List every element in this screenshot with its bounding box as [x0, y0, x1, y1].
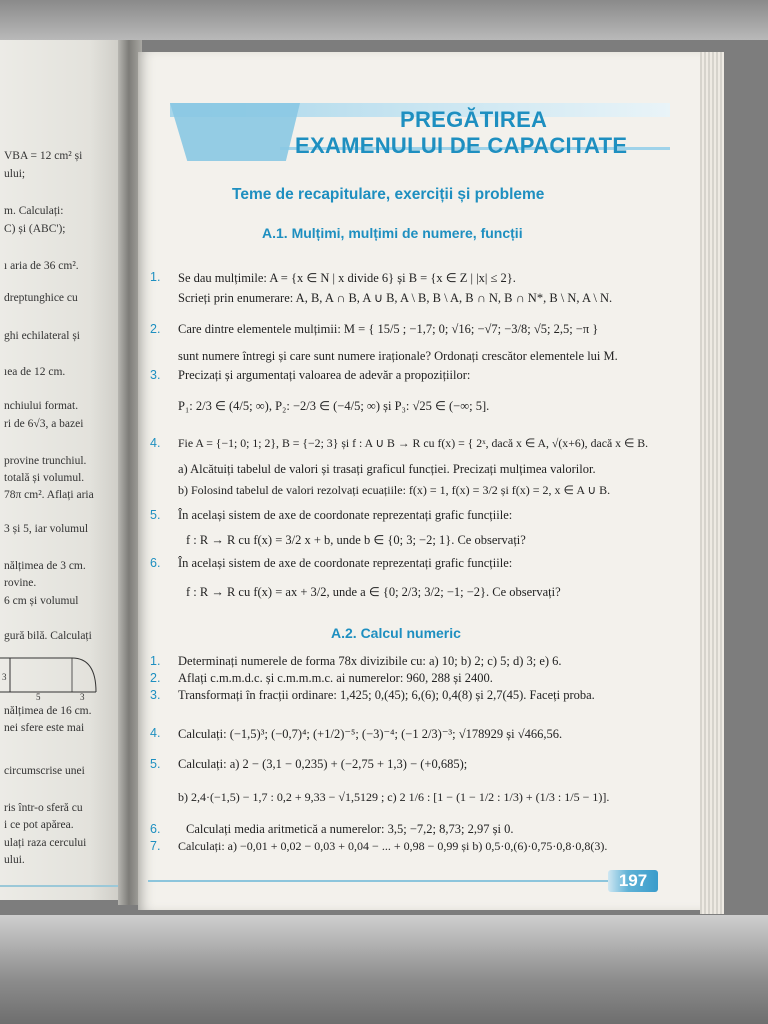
- left-page-line: rovine.: [4, 577, 37, 589]
- exercise-line: Care dintre elementele mulțimii: M = { 15/5 ; −1,7; 0; √16; −√7; −3/8; √5; 2,5; −π }: [178, 322, 599, 336]
- exercise-line: Se dau mulțimile: A = {x ∈ N | x divide 6} și B = {x ∈ Z | |x| ≤ 2}.: [178, 271, 516, 285]
- exercise-line: f : R → R cu f(x) = 3/2 x + b, unde b ∈ {0; 3; −2; 1}. Ce observați?: [186, 533, 526, 547]
- left-page-rule: [0, 885, 118, 887]
- left-page-line: ghi echilateral și: [4, 330, 80, 342]
- diagram-label: 3: [2, 672, 7, 682]
- exercise-line: P₁: 2/3 ∈ (4/5; ∞), P₂: −2/3 ∈ (−4/5; ∞) și P₃: √25 ∈ (−∞; 5].: [178, 399, 490, 413]
- left-page-line: nălțimea de 16 cm.: [4, 705, 92, 717]
- left-page-line: ri de 6√3, a bazei: [4, 418, 84, 430]
- exercise-number: 3.: [150, 368, 174, 382]
- exercise-number: 5.: [150, 757, 174, 771]
- left-page-line: ului;: [4, 168, 26, 180]
- page-title-line2: EXAMENULUI DE CAPACITATE: [295, 133, 628, 158]
- exercise-number: 4.: [150, 726, 174, 740]
- exercise-line: Fie A = {−1; 0; 1; 2}, B = {−2; 3} și f : A ∪ B → R cu f(x) = { 2ˣ, dacă x ∈ A, √(x+6), dacă x ∈ B.: [178, 436, 649, 450]
- left-page-diagram: [0, 652, 100, 700]
- exercise-number: 6.: [150, 822, 174, 836]
- exercise-number: 3.: [150, 688, 174, 702]
- right-page: [138, 52, 706, 910]
- left-page-line: nălțimea de 3 cm.: [4, 560, 86, 572]
- left-page-line: circumscrise unei: [4, 765, 85, 777]
- left-page-line: dreptunghice cu: [4, 292, 78, 304]
- bottom-rule: [148, 880, 608, 882]
- exercise-line: Determinați numerele de forma 78x divizibile cu: a) 10; b) 2; c) 5; d) 3; e) 6.: [178, 654, 562, 668]
- left-page-line: 6 cm și volumul: [4, 595, 79, 607]
- left-page-line: 3 și 5, iar volumul: [4, 523, 89, 535]
- page-edge: [700, 52, 724, 914]
- left-page-line: totală și volumul.: [4, 472, 85, 484]
- left-page: [0, 40, 128, 900]
- page-title-line1: PREGĂTIREA: [400, 107, 548, 132]
- left-page-line: ı aria de 36 cm².: [4, 260, 79, 272]
- left-page-line: m. Calculați:: [4, 205, 64, 217]
- left-page-line: 78π cm². Aflați aria: [4, 489, 94, 501]
- scan-background-top: [0, 0, 768, 40]
- diagram-label: 5: [36, 692, 41, 700]
- section-title-a1: A.1. Mulțimi, mulțimi de numere, funcții: [262, 225, 523, 241]
- exercise-line: În același sistem de axe de coordonate reprezentați grafic funcțiile:: [178, 508, 513, 522]
- left-page-line: gură bilă. Calculați: [4, 630, 92, 642]
- section-title-a2: A.2. Calcul numeric: [331, 625, 461, 641]
- exercise-line: Precizați și argumentați valoarea de adevăr a propozițiilor:: [178, 368, 471, 382]
- scan-background-bottom: [0, 915, 768, 1024]
- left-page-line: i ce pot apărea.: [4, 819, 74, 831]
- exercise-number: 2.: [150, 322, 174, 336]
- exercise-line: Transformați în fracții ordinare: 1,425; 0,(45); 6,(6); 0,4(8) și 2,7(45). Faceți proba.: [178, 688, 595, 702]
- left-page-line: ului.: [4, 854, 25, 866]
- exercise-line: Calculați: a) −0,01 + 0,02 − 0,03 + 0,04 − ... + 0,98 − 0,99 și b) 0,5·0,(6)·0,75·0,8·0,8(3).: [178, 839, 608, 853]
- exercise-line: Calculați: (−1,5)³; (−0,7)⁴; (+1/2)⁻⁵; (−3)⁻⁴; (−1 2/3)⁻³; √178929 și √466,56.: [178, 727, 563, 741]
- exercise-number: 5.: [150, 508, 174, 522]
- left-page-line: nchiului format.: [4, 400, 79, 412]
- exercise-number: 7.: [150, 839, 174, 853]
- exercise-line: Calculați media aritmetică a numerelor: 3,5; −7,2; 8,73; 2,97 și 0.: [186, 822, 514, 836]
- page-subtitle: Teme de recapitulare, exerciții și probleme: [232, 186, 545, 203]
- left-page-line: ris într-o sferă cu: [4, 802, 83, 814]
- exercise-line: În același sistem de axe de coordonate reprezentați grafic funcțiile:: [178, 556, 513, 570]
- exercise-number: 1.: [150, 270, 174, 284]
- exercise-line: sunt numere întregi și care sunt numere iraționale? Ordonați crescător elementele lui M.: [178, 349, 618, 363]
- exercise-line: Calculați: a) 2 − (3,1 − 0,235) + (−2,75 + 1,3) − (+0,685);: [178, 757, 468, 771]
- diagram-label: 3: [80, 692, 85, 700]
- exercise-number: 4.: [150, 436, 174, 450]
- exercise-line: a) Alcătuiți tabelul de valori și trasați graficul funcției. Precizați mulțimea valorilor.: [178, 462, 596, 476]
- exercise-line: b) 2,4·(−1,5) − 1,7 : 0,2 + 9,33 − √1,5129 ; c) 2 1/6 : [1 − (1 − 1/2 : 1/3) + (1/3 : 1/5 − 1)].: [178, 790, 610, 804]
- left-page-line: ulați raza cercului: [4, 837, 87, 849]
- left-page-line: C) și (ABC');: [4, 223, 66, 235]
- left-page-line: VBA = 12 cm² și: [4, 150, 83, 162]
- page-number: 197: [608, 870, 658, 892]
- exercise-number: 1.: [150, 654, 174, 668]
- exercise-number: 6.: [150, 556, 174, 570]
- exercise-line: Aflați c.m.m.d.c. și c.m.m.m.c. ai numerelor: 960, 288 și 2400.: [178, 671, 493, 685]
- exercise-line: Scrieți prin enumerare: A, B, A ∩ B, A ∪ B, A \ B, B \ A, B ∩ N, B ∩ N*, B \ N, A \ N.: [178, 291, 613, 305]
- left-page-line: nei sfere este mai: [4, 722, 85, 734]
- exercise-line: f : R → R cu f(x) = ax + 3/2, unde a ∈ {0; 2/3; 3/2; −1; −2}. Ce observați?: [186, 585, 561, 599]
- exercise-line: b) Folosind tabelul de valori rezolvați ecuațiile: f(x) = 1, f(x) = 3/2 și f(x) = 2, x ∈ A ∪ B.: [178, 483, 611, 497]
- left-page-line: ıea de 12 cm.: [4, 366, 66, 378]
- left-page-line: provine trunchiul.: [4, 455, 87, 467]
- exercise-number: 2.: [150, 671, 174, 685]
